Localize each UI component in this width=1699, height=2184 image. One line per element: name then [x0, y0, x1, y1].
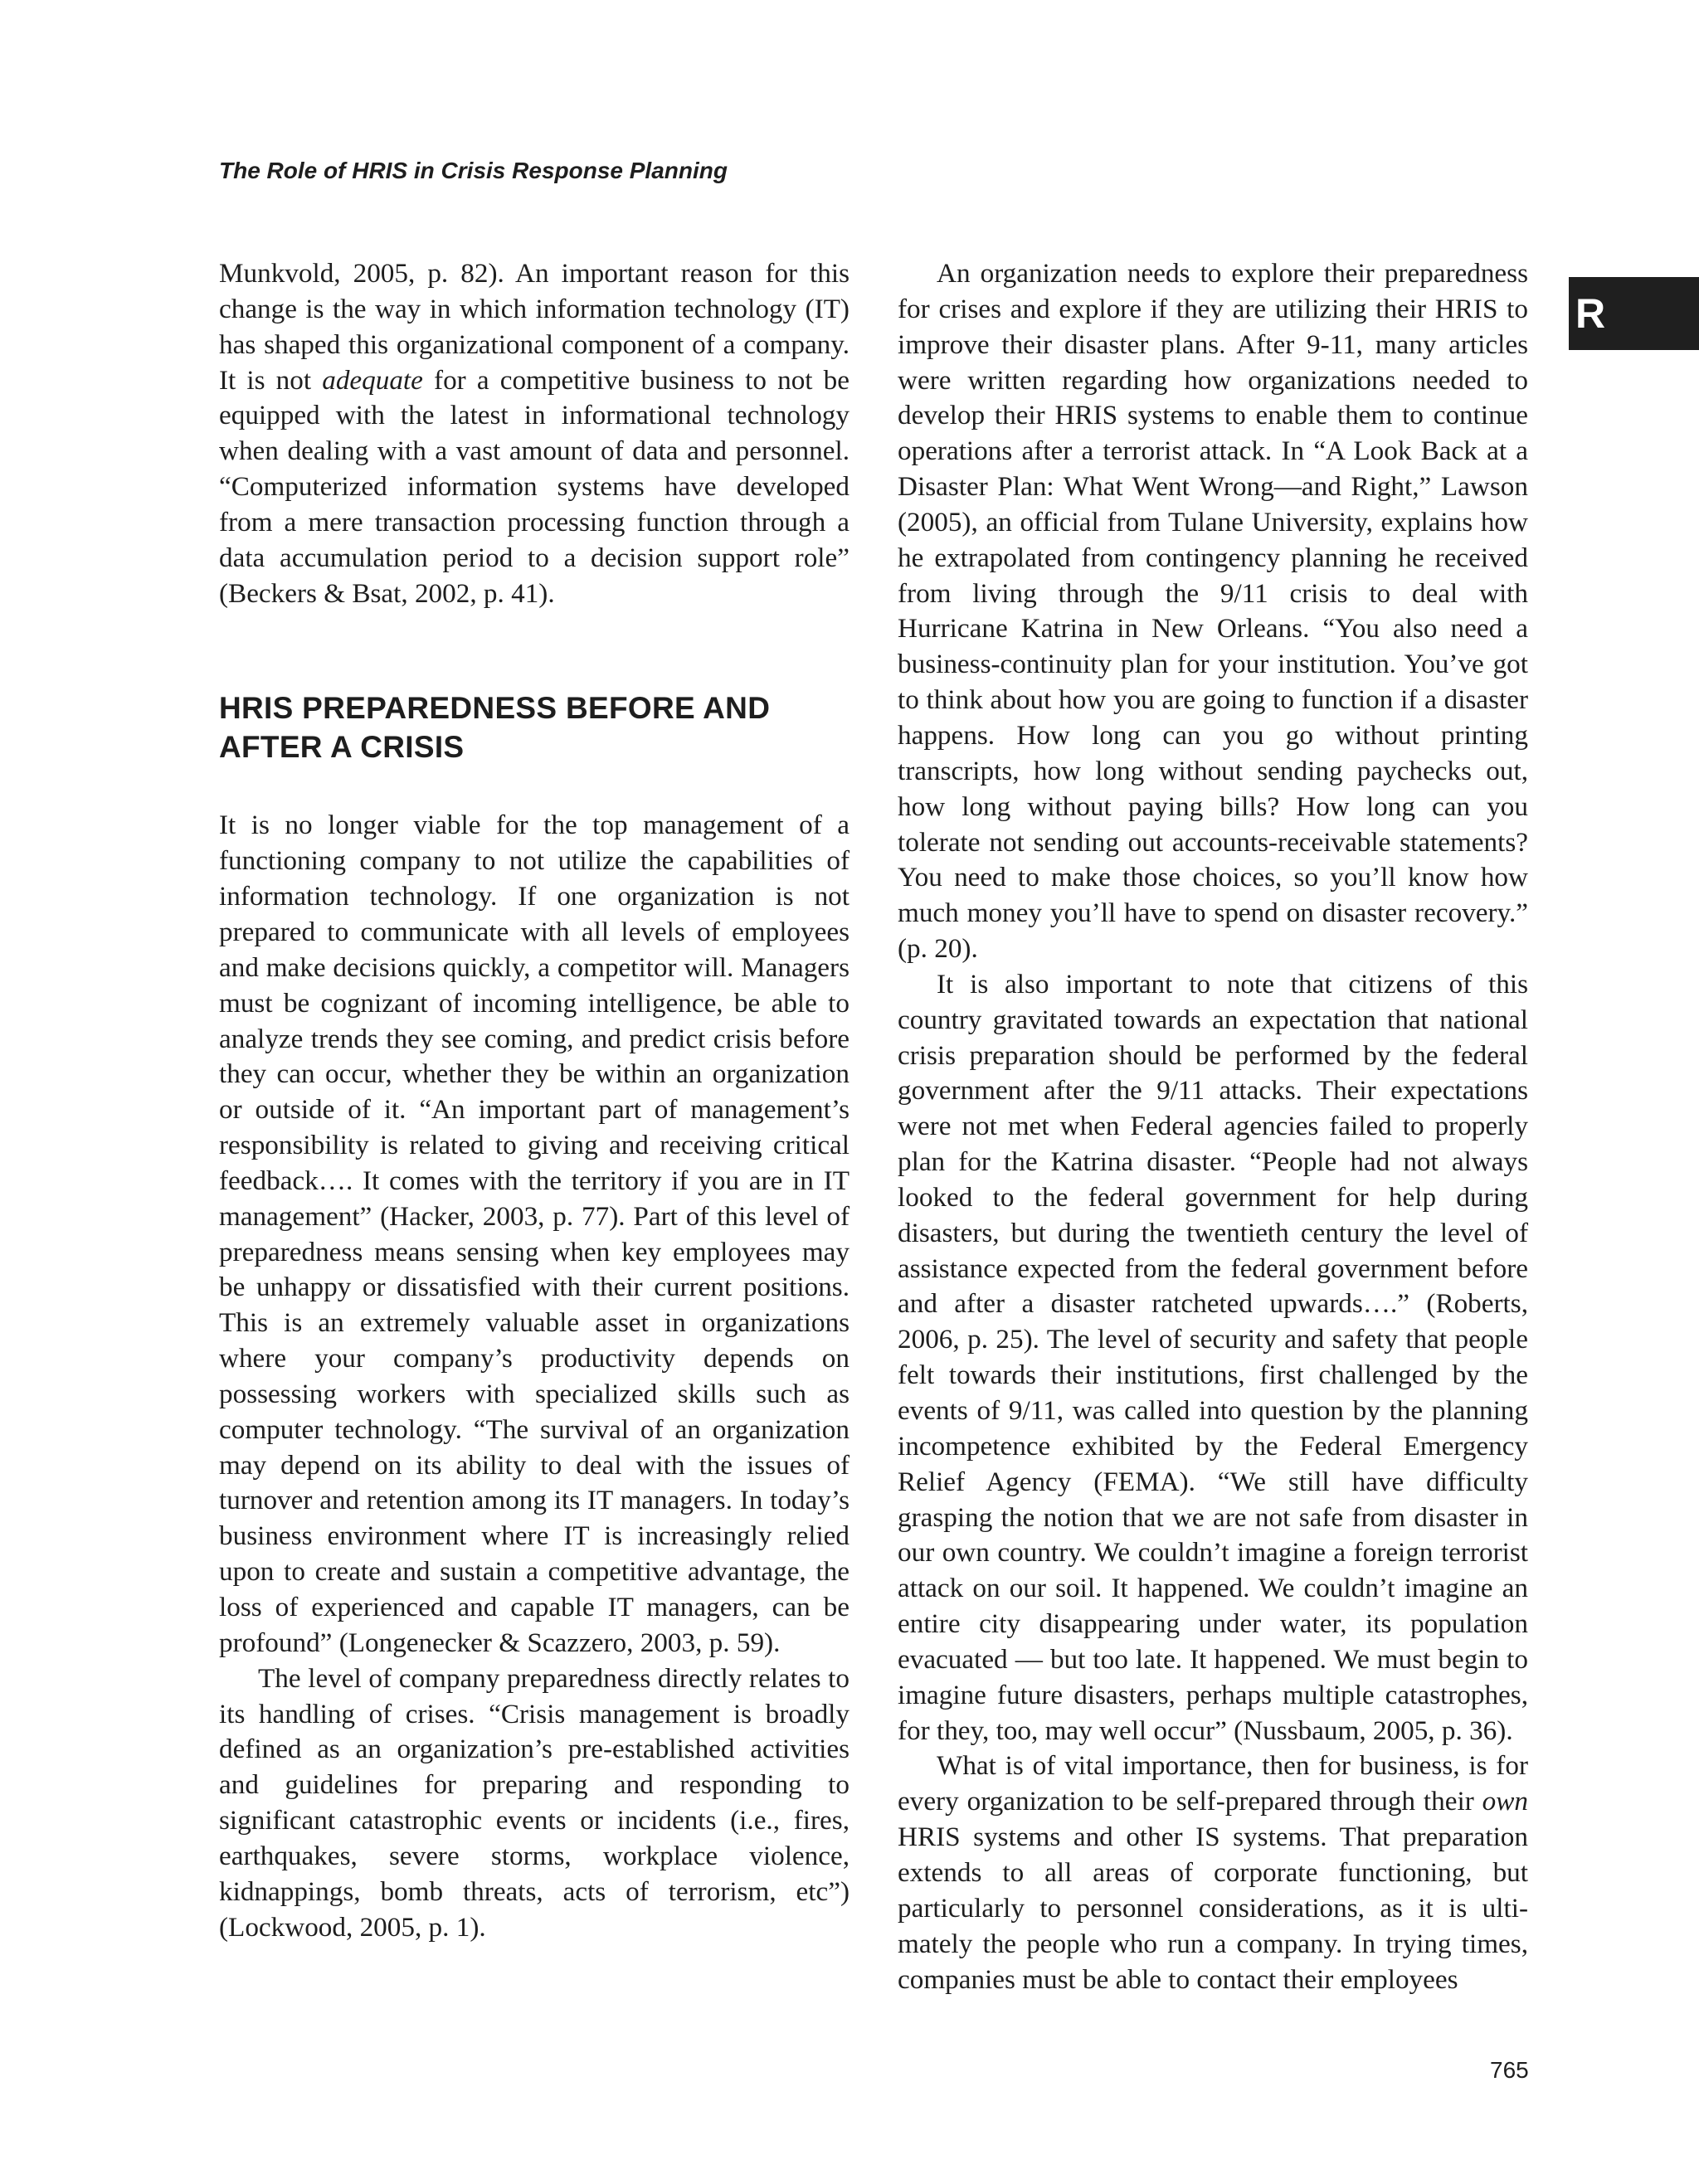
left-paragraph-2: It is no longer viable for the top management of a functioning company to not utilize the capabilities of information technology. If one organization is not prepared to communicate with all levels of employees and make decisions quickly, a competitor will. Managers must be cognizant of incoming intelligence, be able to analyze trends they see coming, and predict crisis before they can occur, whether they be within an organization or outside of it. “An important part of management’s responsibility is related to giving and receiving critical feedback…. It comes with the territory if you are in IT management” (Hacker, 2003, p. 77). Part of this level of preparedness means sensing when key employees may be unhappy or dissatisfied with their current positions. This is an extremely valuable asset in organizations where your company’s productivity depends on possessing workers with specialized skills such as computer technology. “The survival of an organization may depend on its ability to deal with the issues of turnover and retention among its IT managers. In today’s business environment where IT is increasingly relied upon to create and sustain a competitive advantage, the loss of experienced and capable IT managers, can be profound” (Longenecker & Scazzero, 2003, p. 59). — [219, 810, 850, 1658]
section-heading: HRIS PREPAREDNESS BEFORE AND AFTER A CRISIS — [219, 691, 771, 765]
page-number: 765 — [1490, 2057, 1529, 2083]
left-paragraph-3: The level of company preparedness directly relates to its handling of crises. “Crisis management is broadly defined as an organization’s pre-established activities and guidelines for preparing and responding to significant catastrophic events or incidents (i.e., fires, earthquakes, severe storms, workplace violence, kidnappings, bomb threats, acts of terrorism, etc”) (Lockwood, 2005, p. 1). — [219, 1662, 850, 1943]
section-tab-marker: R — [1569, 277, 1699, 350]
right-paragraph-3: What is of vital importance, then for business, is for every organization to be self-prepared through their own HRIS systems and other IS systems. That preparation extends to all areas of corporate functioning, but particularly to personnel considerations, as it is ultimately the people who run a company. In trying times, companies must be able to contact their employees — [898, 1750, 1528, 1995]
left-paragraph-1: Munkvold, 2005, p. 82). An important reason for this change is the way in which information technology (IT) has shaped this organizational component of a company. It is not adequate for a competitive business to not be equipped with the latest in informational technology when dealing with a vast amount of data and personnel. “Computerized information systems have developed from a mere transaction processing function through a data accumulation period to a decision support role” (Beckers & Bsat, 2002, p. 41). — [219, 258, 850, 609]
right-paragraph-1: An organization needs to explore their preparedness for crises and explore if they are utilizing their HRIS to improve their disaster plans. After 9-11, many articles were written regarding how organizations needed to develop their HRIS systems to enable them to continue operations after a terrorist attack. In “A Look Back at a Disaster Plan: What Went Wrong—and Right,” Lawson (2005), an official from Tulane University, explains how he extrapolated from contingency planning he received from living through the 9/11 crisis to deal with Hurricane Katrina in New Orleans. “You also need a business-continuity plan for your institution. You’ve got to think about how you are going to function if a disaster happens. How long can you go without printing transcripts, how long without sending paychecks out, how long without paying bills? How long can you tolerate not sending out accounts-receivable statements? You need to make those choices, so you’ll know how much money you’ll have to spend on disaster recovery.” (p. 20). — [898, 258, 1528, 965]
right-column — [898, 256, 1528, 1997]
running-head: The Role of HRIS in Crisis Response Planning — [219, 158, 728, 183]
left-column — [219, 256, 850, 1945]
right-paragraph-2: It is also important to note that citizens of this country gravitated towards an expectation that national crisis preparation should be performed by the federal government after the 9/11 attacks. Their expectations were not met when Federal agencies failed to properly plan for the Katrina disaster. “People had not always looked to the federal government for help during disasters, but during the twentieth century the level of assistance expected from the federal government before and after a disaster ratcheted upwards….” (Roberts, 2006, p. 25). The level of security and safety that people felt towards their institutions, first challenged by the events of 9/11, was called into question by the planning incompetence exhibited by the Federal Emergency Relief Agency (FEMA). “We still have difficulty grasping the notion that we are not safe from disaster in our own country. We couldn’t imagine a foreign terrorist attack on our soil. It happened. We couldn’t imagine an entire city disappearing under water, its population evacuated — but too late. It happened. We must begin to imagine future disasters, perhaps multiple catastrophes, for they, too, may well occur” (Nussbaum, 2005, p. 36). — [898, 968, 1528, 1746]
